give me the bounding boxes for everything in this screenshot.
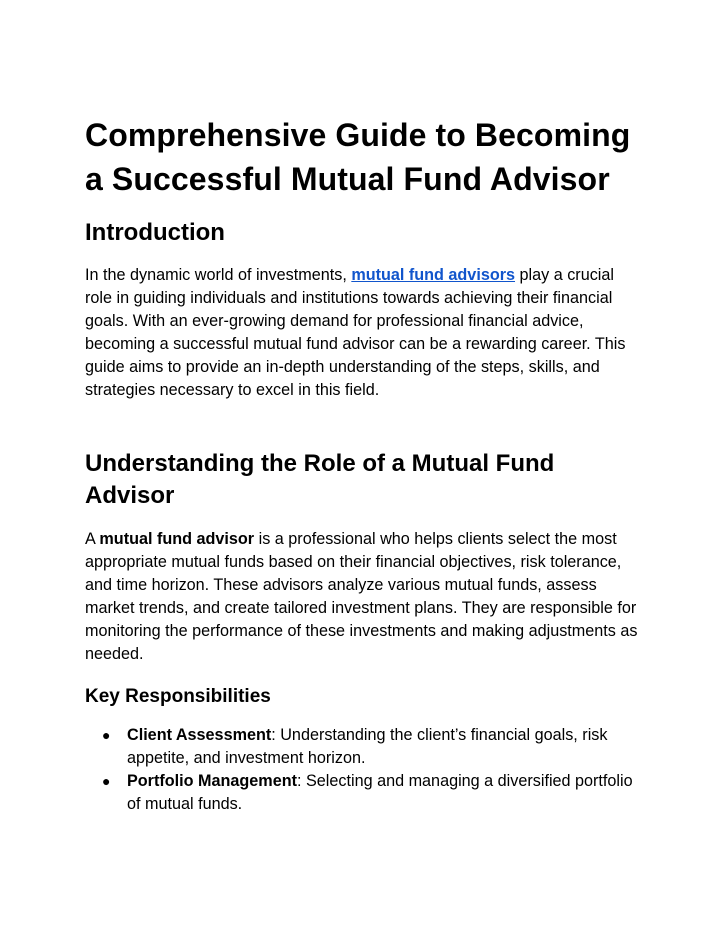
section-heading-introduction: Introduction	[85, 219, 225, 246]
role-text-start: A	[85, 530, 100, 548]
role-text-rest: is a professional who helps clients select the most appropriate mutual funds based on their financial objectives, risk tolerance, and time horizon. These advisors analyze various mutual funds, assess market trends, and create tailored investment plans. They are responsible for monitoring the performance of these investments and making adjustments as needed.	[85, 530, 638, 663]
list-item	[85, 770, 641, 816]
subheading-key-responsibilities: Key Responsibilities	[85, 686, 271, 707]
intro-text-end: play a crucial role in guiding individuals and institutions towards achieving their financial goals. With an ever-growing demand for professional financial advice, becoming a successful mutual fund advisor can be a rewarding career. This guide aims to provide an in-depth understanding of the steps, skills, and strategies necessary to excel in this field.	[85, 266, 626, 399]
section-heading-role: Understanding the Role of a Mutual Fund Advisor	[85, 450, 555, 509]
list-item-term: Client Assessment	[127, 726, 272, 744]
list-item-term: Portfolio Management	[127, 772, 297, 790]
list-item	[85, 724, 641, 770]
bullet-icon: ●	[102, 727, 111, 743]
responsibilities-list	[85, 724, 641, 816]
document-title: Comprehensive Guide to Becoming a Successful Mutual Fund Advisor	[85, 117, 631, 197]
role-paragraph	[85, 528, 641, 666]
list-item-description: : Selecting and managing a diversified portfolio of mutual funds.	[127, 772, 633, 813]
bullet-icon: ●	[102, 773, 111, 789]
list-item-description: : Understanding the client’s financial goals, risk appetite, and investment horizon.	[127, 726, 608, 767]
intro-text-start: In the dynamic world of investments,	[85, 266, 352, 284]
role-bold-term: mutual fund advisor	[99, 530, 255, 548]
introduction-paragraph	[85, 264, 641, 402]
mutual-fund-advisors-link[interactable]: mutual fund advisors	[351, 266, 516, 284]
